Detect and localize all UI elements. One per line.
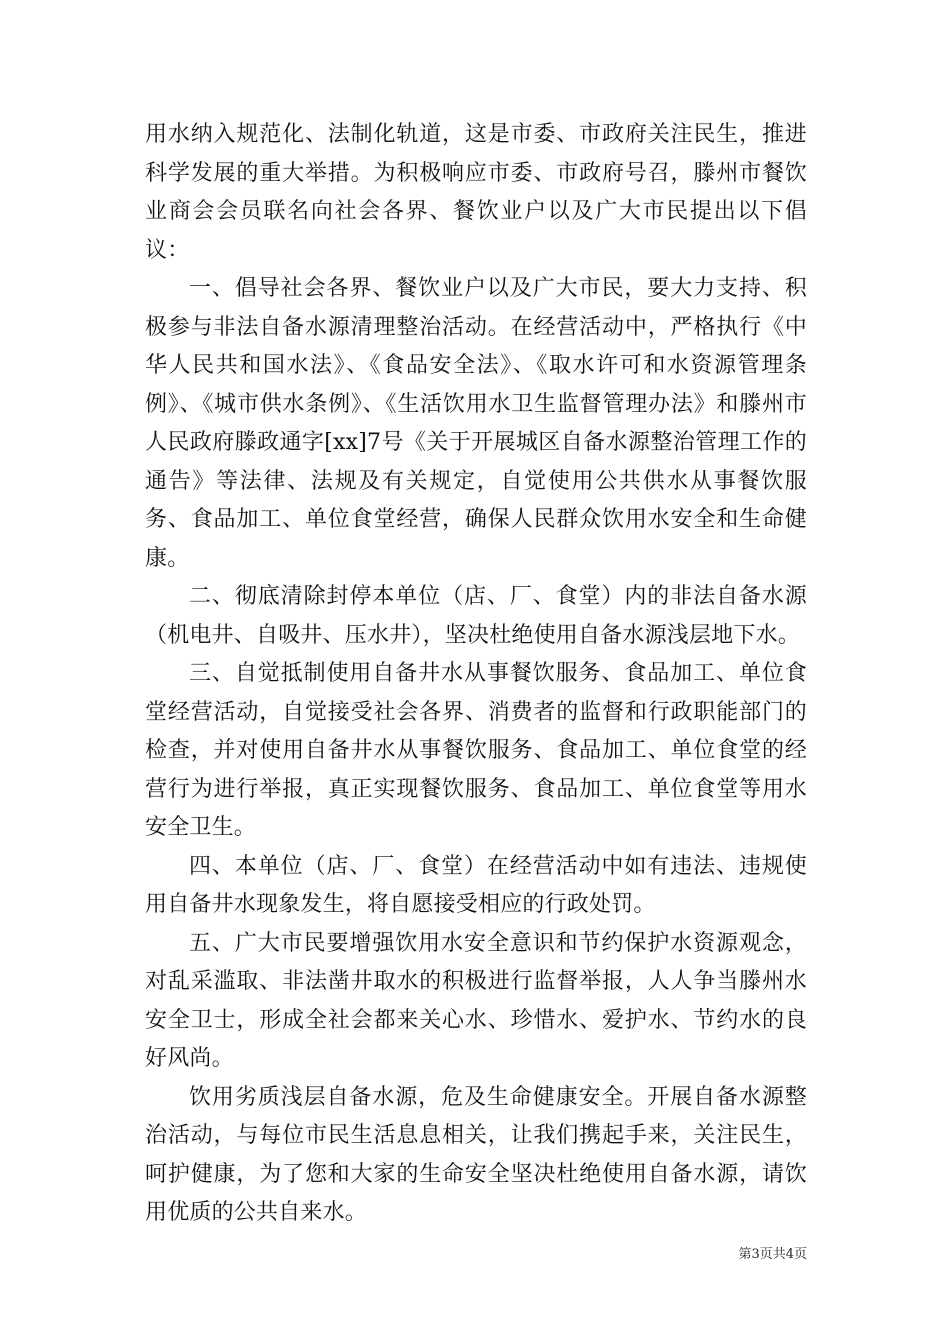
paragraph-item-5: 五、广大市民要增强饮用水安全意识和节约保护水资源观念，对乱采滥取、非法凿井取水的积极进行监督举报，人人争当滕州水安全卫士，形成全社会都来关心水、珍惜水、爱护水、节约水的良好风尚。 [145, 930, 807, 1071]
paragraph-item-3: 三、自觉抵制使用自备井水从事餐饮服务、食品加工、单位食堂经营活动，自觉接受社会各界、消费者的监督和行政职能部门的检查，并对使用自备井水从事餐饮服务、食品加工、单位食堂的经营行为进行举报，真正实现餐饮服务、食品加工、单位食堂等用水安全卫生。 [145, 661, 807, 840]
paragraph-intro-continuation: 用水纳入规范化、法制化轨道，这是市委、市政府关注民生，推进科学发展的重大举措。为积极响应市委、市政府号召，滕州市餐饮业商会会员联名向社会各界、餐饮业户以及广大市民提出以下倡议： [145, 122, 807, 263]
paragraph-item-4: 四、本单位（店、厂、食堂）在经营活动中如有违法、违规使用自备井水现象发生，将自愿接受相应的行政处罚。 [145, 853, 807, 917]
page-number-footer: 第3页共4页 [738, 1247, 807, 1262]
paragraph-closing: 饮用劣质浅层自备水源，危及生命健康安全。开展自备水源整治活动，与每位市民生活息息相关，让我们携起手来，关注民生，呵护健康，为了您和大家的生命安全坚决杜绝使用自备水源，请饮用优质的公共自来水。 [145, 1084, 807, 1225]
paragraph-item-2: 二、彻底清除封停本单位（店、厂、食堂）内的非法自备水源（机电井、自吸井、压水井），坚决杜绝使用自备水源浅层地下水。 [145, 584, 807, 648]
paragraph-item-1: 一、倡导社会各界、餐饮业户以及广大市民，要大力支持、积极参与非法自备水源清理整治活动。在经营活动中，严格执行《中华人民共和国水法》、《食品安全法》、《取水许可和水资源管理条例》、《城市供水条例》、《生活饮用水卫生监督管理办法》和滕州市人民政府滕政通字[xx]7号《关于开展城区自备水源整治管理工作的通告》等法律、法规及有关规定，自觉使用公共供水从事餐饮服务、食品加工、单位食堂经营，确保人民群众饮用水安全和生命健康。 [145, 276, 807, 571]
document-body [145, 116, 807, 1233]
